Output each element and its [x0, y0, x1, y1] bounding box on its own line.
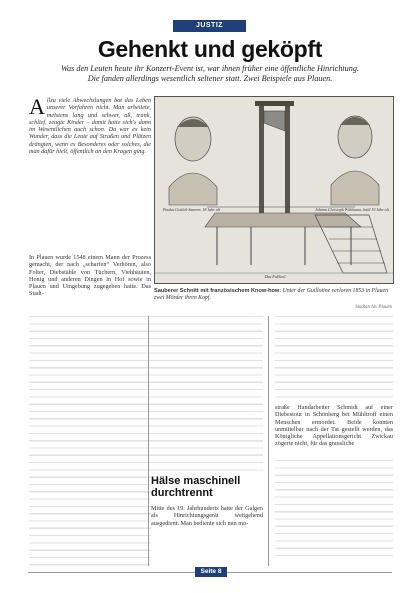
- caption-text: Unter der Guillotine verloren 1853 in Plauen zwei Mörder ihren Kopf.: [154, 288, 388, 301]
- column-rule-1: [148, 316, 149, 566]
- intro-text: llzu viele Abwechslungen bot das Leben unserer Vorfahren nicht. Man arbeitete, meistens lang und schwer, aß, trank, schlief, zeugte Kinder – damit hatte sich's dann im Wesentlichen auch schon. Da war es kein Wunder, dass die Leute auf Straßen und Plätzen drängten, wenn es Besonderes oder solches, die man dafür hielt, öffentlich an den Kragen ging.: [29, 97, 151, 156]
- right-column-text: straße Handarbeiter Schmidt auf einer Diebestour in Schönberg bei Mühltroff einen Menschen ermordet. Beide konnten unmittelbar nach der Tat gestellt werden, das Königliche Appellationsgericht Zwickau zögerte nicht, für das grausliche: [275, 404, 393, 448]
- section-subheading: Hälse maschinell durchtrennt: [151, 475, 241, 499]
- faded-text-right-lower: [275, 460, 393, 560]
- illustration-bottom-label: Das Fallbeil: [264, 274, 286, 279]
- guillotine-illustration: [154, 96, 394, 284]
- guillotine-drawing: [155, 97, 393, 283]
- page-number: Seite 8: [195, 567, 227, 577]
- body-paragraph: In Plauen wurde 1548 einem Mann der Prozess gemacht, der nach „scharfen“ Verhören, also Folter, Diebstähle von Tüchern, Viehhäuten, Honig und anderen Dingen in Hof sowie in Plauen und Umgebung zugegeben hatte. Das Stadt-: [29, 254, 151, 298]
- intro-paragraph: [29, 94, 151, 156]
- faded-text-left: [29, 316, 151, 566]
- faded-text-mid: [151, 316, 263, 471]
- headline: Gehenkt und geköpft: [97, 36, 323, 62]
- section-label: JUSTIZ: [173, 20, 246, 32]
- portrait-left-label: Paulus Gottlob Sauerer, 18 Jahr alt: [163, 207, 220, 212]
- mid-column-text: Mitte des 19. Jahrhunderts hatte der Galgen als Hinrichtungsgerät weitgehend ausgedient. Man bediente sich nun mo-: [151, 505, 263, 527]
- faded-text-right: [275, 316, 393, 402]
- portrait-right-label: Johann Christoph Pöhlmann, bald 19 Jahr alt: [315, 207, 389, 212]
- caption-lead: Sauberer Schnitt mit französischem Know-how:: [154, 288, 282, 294]
- subheadline: Was den Leuten heute ihr Konzert-Event ist, war ihnen früher eine öffentliche Hinrichtung. Die fanden allerdings wesentlich seltener statt. Zwei Beispiele aus Plauen.: [60, 64, 360, 83]
- photo-caption: [154, 288, 392, 302]
- drop-cap: A: [29, 94, 45, 119]
- column-rule-2: [268, 316, 269, 566]
- photo-credit: Stadtarchiv Plauen: [355, 305, 392, 310]
